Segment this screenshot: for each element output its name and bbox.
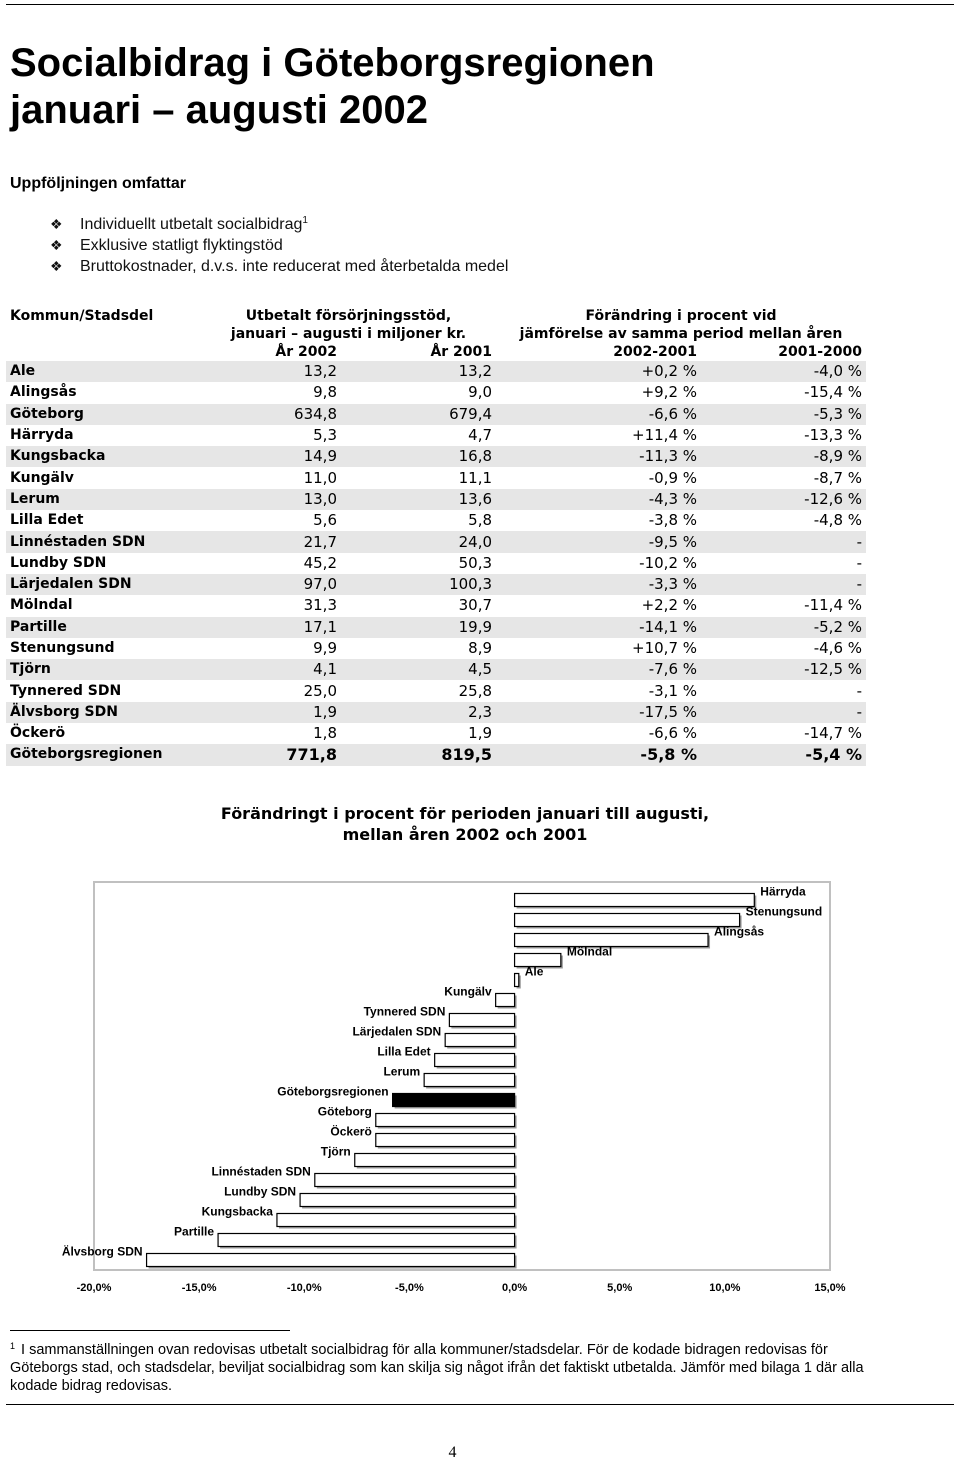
cell-2001: 2,3 (341, 702, 496, 723)
cell-2001: 19,9 (341, 617, 496, 638)
bar-Tynnered SDN (449, 1014, 514, 1027)
footnote-marker: 1 (10, 1341, 16, 1351)
table-row (6, 574, 866, 595)
bar-label: Kungälv (444, 984, 492, 999)
cell-2001: 25,8 (458, 681, 493, 700)
bar-Lerum (424, 1074, 514, 1087)
cell-change-a: +10,7 % (632, 639, 698, 657)
table-row (6, 531, 866, 552)
bar-Härryda (515, 894, 755, 907)
bullet-text: Bruttokostnader, d.v.s. inte reducerat med återbetalda medel (80, 258, 509, 275)
intro-heading: Uppföljningen omfattar (10, 175, 186, 192)
diamond-bullet-icon: ❖ (50, 258, 63, 274)
cell-change-b: -13,3 % (804, 426, 863, 445)
cell-change-b: -5,3 % (701, 404, 866, 425)
bar-label: Ale (524, 964, 544, 979)
cell-2002: 9,8 (313, 383, 337, 402)
bar-Partille (218, 1234, 515, 1247)
header-utbetalt-line1: Utbetalt försörjningsstöd, (245, 308, 452, 324)
cell-2002: 1,8 (313, 724, 337, 743)
table-row (6, 467, 866, 488)
bar-label: Partille (174, 1224, 215, 1239)
table-row (6, 702, 866, 723)
cell-2002: 5,3 (313, 426, 337, 445)
x-tick-label: -5,0% (395, 1282, 424, 1294)
footnote-ref: 1 (302, 215, 308, 226)
cell-2002: 634,8 (201, 404, 341, 425)
bar-Tjörn (355, 1154, 515, 1167)
cell-kommun: Partille (6, 617, 201, 638)
bar-label: Kungsbacka (201, 1204, 273, 1219)
cell-kommun: Tynnered SDN (10, 682, 122, 699)
cell-2001: 13,6 (341, 489, 496, 510)
header-forandring (496, 305, 866, 343)
x-tick-label: 0,0% (502, 1282, 528, 1294)
cell-kommun: Stenungsund (10, 640, 115, 656)
cell-2002: 31,3 (303, 596, 337, 615)
table-body (6, 361, 866, 766)
bar-label: Linnéstaden SDN (211, 1164, 311, 1179)
cell-2001: 30,7 (458, 596, 493, 615)
bar-Ale (515, 974, 519, 987)
cell-kommun: Lerum (6, 489, 201, 510)
cell-kommun: Lilla Edet (10, 512, 84, 529)
x-tick-label: -15,0% (181, 1282, 217, 1294)
cell-2002: 11,0 (303, 468, 337, 487)
table-row (6, 638, 866, 659)
table-row (6, 553, 866, 574)
table-row (6, 382, 866, 403)
bar-label: Tjörn (320, 1144, 351, 1159)
bar-label: Lilla Edet (377, 1044, 431, 1059)
cell-change-a: +11,4 % (632, 426, 698, 445)
bar-label: Lerum (383, 1064, 421, 1079)
cell-2001: 50,3 (458, 553, 493, 572)
cell-change-a: -3,1 % (648, 681, 698, 700)
cell-2001: 1,9 (468, 724, 493, 743)
cell-change-a: -6,6 % (496, 404, 701, 425)
bullet-item (50, 235, 508, 256)
cell-change-b: -11,4 % (804, 596, 863, 615)
header-period-b: 2001-2000 (778, 344, 863, 360)
cell-change-a: -0,9 % (648, 468, 698, 487)
cell-change-b: -15,4 % (804, 383, 863, 402)
cell-change-b: - (701, 702, 866, 723)
x-tick-label: 15,0% (814, 1282, 846, 1294)
cell-change-a: -4,3 % (496, 489, 701, 510)
bar-Stenungsund (515, 914, 740, 927)
cell-2002: 9,9 (313, 639, 337, 657)
header-year-2001: År 2001 (430, 344, 493, 360)
bar-Lundby SDN (300, 1194, 514, 1207)
chart-title-line2: mellan åren 2002 och 2001 (342, 825, 588, 844)
header-year-2002: År 2002 (275, 344, 337, 360)
cell-change-b: -14,7 % (804, 724, 863, 743)
bar-label: Älvsborg SDN (61, 1244, 143, 1259)
header-utbetalt (201, 305, 496, 343)
cell-2001: 100,3 (341, 574, 496, 595)
header-period-a: 2002-2001 (613, 344, 698, 360)
footnote-rule (10, 1330, 290, 1331)
cell-change-b: -4,6 % (813, 639, 863, 657)
bar-label: Härryda (760, 884, 806, 899)
bar-Kungsbacka (277, 1214, 515, 1227)
cell-change-b: -12,5 % (701, 659, 866, 680)
cell-2001: 13,2 (341, 361, 496, 382)
bar-Kungälv (496, 994, 515, 1007)
bullet-item (50, 256, 508, 277)
cell-change-b: -8,9 % (701, 446, 866, 467)
table-row (6, 744, 866, 765)
header-forandring-line2: jämförelse av samma period mellan åren (519, 326, 843, 342)
cell-2001: 24,0 (341, 531, 496, 552)
cell-kommun: Ale (6, 361, 201, 382)
cell-kommun: Göteborgsregionen (6, 744, 201, 765)
cell-2001: 16,8 (341, 446, 496, 467)
cell-2002: 14,9 (201, 446, 341, 467)
header-utbetalt-line2: januari – augusti i miljoner kr. (230, 326, 467, 342)
table-row (6, 595, 866, 616)
cell-2001: 5,8 (468, 511, 493, 530)
cell-change-a: -17,5 % (496, 702, 701, 723)
cell-2001: 819,5 (341, 744, 496, 765)
bar-label: Tynnered SDN (363, 1004, 446, 1019)
bar-label: Göteborgsregionen (277, 1084, 389, 1099)
x-tick-label: -20,0% (76, 1282, 112, 1294)
cell-2002: 17,1 (201, 617, 341, 638)
cell-change-a: +9,2 % (641, 383, 698, 402)
top-rule (6, 4, 954, 5)
cell-2001: 8,9 (468, 639, 493, 657)
cell-2002: 4,1 (201, 659, 341, 680)
change-bar-chart (0, 870, 960, 1310)
cell-change-b: - (856, 553, 863, 572)
cell-change-a: -3,3 % (496, 574, 701, 595)
chart-title-line1: Förändringt i procent för perioden januari till augusti, (220, 804, 710, 823)
cell-change-b: -5,4 % (701, 744, 866, 765)
cell-kommun: Lärjedalen SDN (6, 574, 201, 595)
diamond-bullet-icon: ❖ (50, 237, 63, 253)
bullet-text: Individuellt utbetalt socialbidrag (80, 216, 303, 233)
diamond-bullet-icon: ❖ (50, 216, 63, 232)
cell-change-a: -3,8 % (648, 511, 698, 530)
table-row (6, 489, 866, 510)
cell-kommun: Linnéstaden SDN (6, 531, 201, 552)
cell-change-b: -4,0 % (701, 361, 866, 382)
header-kommun: Kommun/Stadsdel (10, 308, 154, 324)
table-row (6, 446, 866, 467)
table-row (6, 404, 866, 425)
intro-bullet-list (50, 214, 508, 277)
cell-2002: 45,2 (303, 553, 337, 572)
x-tick-label: 10,0% (709, 1282, 741, 1294)
cell-2001: 11,1 (458, 468, 493, 487)
table-row (6, 510, 866, 531)
bar-Öckerö (376, 1134, 515, 1147)
cell-change-b: -12,6 % (701, 489, 866, 510)
cell-change-a: +0,2 % (496, 361, 701, 382)
cell-2002: 25,0 (303, 681, 337, 700)
socialbidrag-table (6, 305, 866, 766)
cell-change-a: +2,2 % (641, 596, 698, 615)
bar-label: Öckerö (330, 1124, 372, 1139)
cell-2002: 771,8 (201, 744, 341, 765)
cell-change-a: -10,2 % (639, 553, 698, 572)
bullet-text: Exklusive statligt flyktingstöd (80, 237, 283, 254)
bar-label: Stenungsund (745, 904, 823, 919)
cell-2002: 97,0 (201, 574, 341, 595)
header-forandring-line1: Förändring i procent vid (585, 308, 777, 324)
cell-change-b: - (701, 531, 866, 552)
bar-Göteborgsregionen (393, 1094, 515, 1107)
cell-kommun: Göteborg (6, 404, 201, 425)
cell-2001: 4,5 (341, 659, 496, 680)
cell-change-a: -6,6 % (648, 724, 698, 743)
cell-2001: 679,4 (341, 404, 496, 425)
cell-change-b: -4,8 % (813, 511, 863, 530)
header-spacer (6, 343, 201, 361)
title-line-2: januari – augusti 2002 (10, 88, 428, 132)
footnote-text: I sammanställningen ovan redovisas utbetalt socialbidrag för alla kommuner/stadsdelar. För de kodade bidragen redovisas för Göteborgs stad, och stadsdelar, beviljat socialbidrag som kan skilja sig något ifrån det faktiskt utbetalda. Jämför med bilaga 1 där alla kodade bidrag redovisas. (10, 1342, 864, 1394)
cell-change-b: -5,2 % (701, 617, 866, 638)
cell-change-a: -5,8 % (496, 744, 701, 765)
bar-label: Göteborg (317, 1104, 372, 1119)
cell-kommun: Alingsås (10, 384, 77, 401)
cell-change-b: - (701, 574, 866, 595)
table-row (6, 680, 866, 701)
table-row (6, 361, 866, 382)
page-title (10, 40, 655, 134)
title-line-1: Socialbidrag i Göteborgsregionen (10, 41, 655, 85)
cell-kommun: Kungälv (10, 469, 74, 486)
bar-Lilla Edet (435, 1054, 515, 1067)
cell-kommun: Tjörn (6, 659, 201, 680)
cell-change-a: -7,6 % (496, 659, 701, 680)
footnote (10, 1341, 890, 1395)
bullet-item (50, 214, 508, 235)
cell-2002: 13,0 (201, 489, 341, 510)
table-row (6, 425, 866, 446)
cell-kommun: Lundby SDN (10, 554, 107, 571)
cell-change-a: -11,3 % (496, 446, 701, 467)
cell-kommun: Mölndal (10, 597, 73, 614)
cell-change-a: -14,1 % (496, 617, 701, 638)
cell-2002: 21,7 (201, 531, 341, 552)
cell-kommun: Härryda (10, 427, 74, 444)
page-number: 4 (448, 1444, 457, 1461)
cell-change-a: -9,5 % (496, 531, 701, 552)
bar-label: Alingsås (714, 924, 765, 939)
cell-kommun: Älvsborg SDN (6, 702, 201, 723)
cell-kommun: Öckerö (10, 725, 66, 742)
bottom-rule (6, 1404, 954, 1405)
cell-2002: 1,9 (201, 702, 341, 723)
cell-change-b: - (856, 681, 863, 700)
cell-2002: 5,6 (313, 511, 337, 530)
bar-label: Mölndal (566, 944, 613, 959)
bar-Linnéstaden SDN (315, 1174, 515, 1187)
bar-Älvsborg SDN (147, 1254, 515, 1267)
cell-kommun: Kungsbacka (6, 446, 201, 467)
x-tick-label: -10,0% (286, 1282, 322, 1294)
table-row (6, 659, 866, 680)
table-row (6, 723, 866, 744)
cell-2001: 4,7 (468, 426, 493, 445)
cell-2002: 13,2 (201, 361, 341, 382)
chart-title (190, 803, 740, 845)
table-row (6, 617, 866, 638)
bar-label: Lundby SDN (224, 1184, 297, 1199)
cell-2001: 9,0 (468, 383, 493, 402)
cell-change-b: -8,7 % (813, 468, 863, 487)
bar-label: Lärjedalen SDN (352, 1024, 442, 1039)
x-tick-label: 5,0% (607, 1282, 633, 1294)
bar-Lärjedalen SDN (445, 1034, 514, 1047)
bar-Göteborg (376, 1114, 515, 1127)
